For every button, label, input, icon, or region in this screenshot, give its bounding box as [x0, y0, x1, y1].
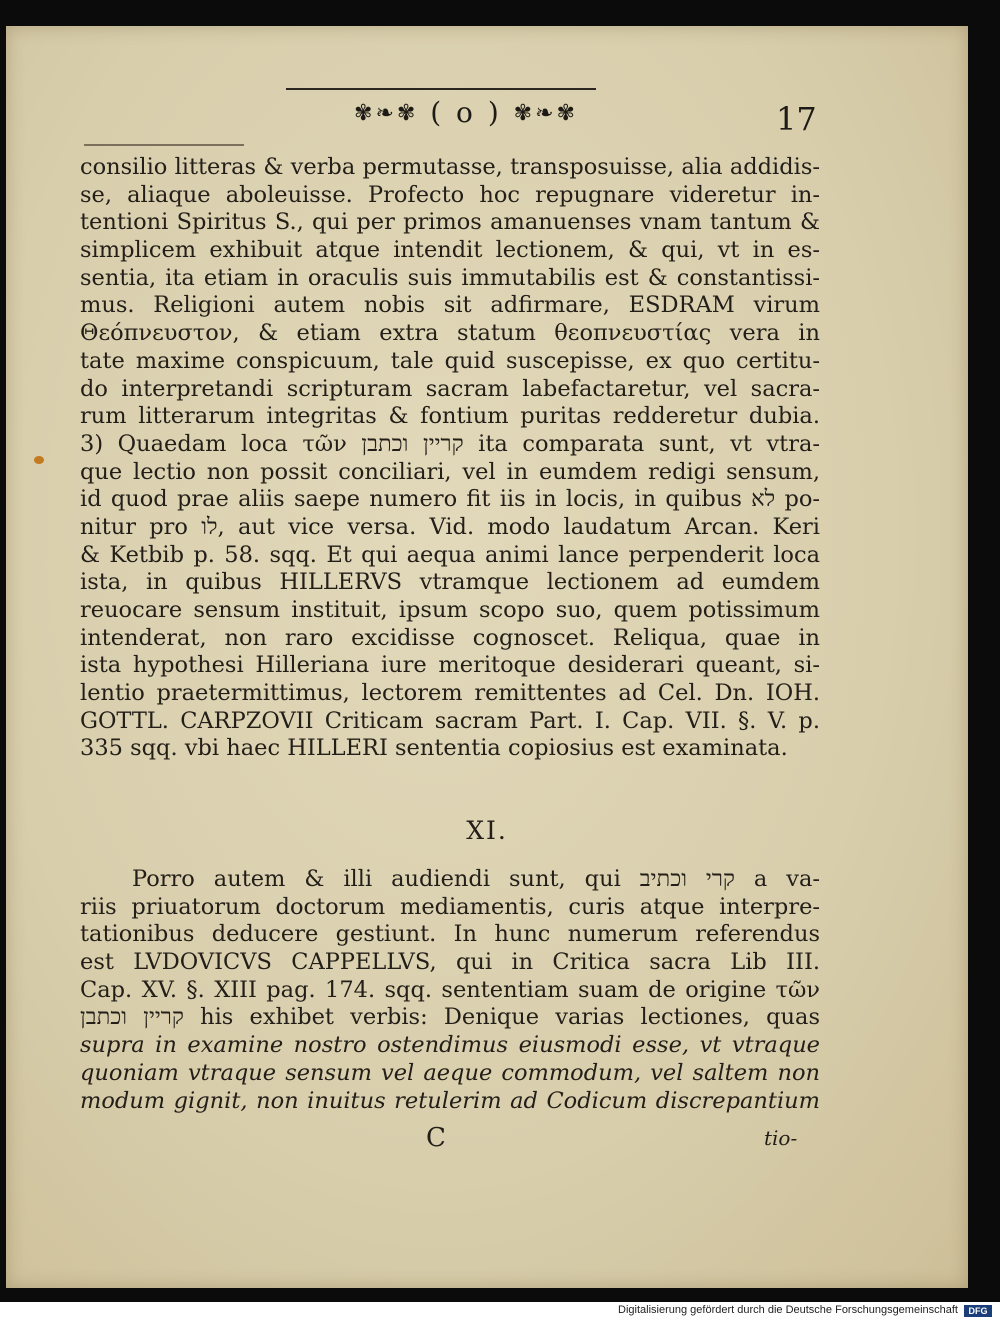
text-line: est LVDOVICVS CAPPELLVS, qui in Critica sacra Lib III.: [80, 949, 820, 976]
text-line: simplicem exhibuit atque intendit lectionem, & qui, vt in es-: [80, 237, 820, 264]
text-line: & Ketbib p. 58. sqq. Et qui aequa animi lance perpenderit loca: [80, 541, 820, 568]
footer-bar: [0, 1303, 1000, 1320]
book-page: [6, 26, 968, 1288]
text-line: supra in examine nostro ostendimus eiusmodi esse, vt vtraque: [80, 1032, 820, 1059]
dfg-logo-icon: DFG: [964, 1305, 992, 1317]
section-heading: XI.: [466, 816, 508, 845]
header-text: ( o ): [430, 96, 502, 129]
text-line: reuocare sensum instituit, ipsum scopo suo, quem potissimum: [80, 597, 820, 623]
text-line: modum gignit, non inuitus retulerim ad Codicum discrepantium: [80, 1087, 820, 1114]
text-line: id quod prae aliis saepe numero fit iis in locis, in quibus לא po-: [80, 486, 820, 513]
text-line: riis priuatorum doctorum mediamentis, curis atque interpre-: [80, 893, 820, 920]
ornament-right-icon: ✾❧✾: [513, 101, 578, 126]
running-header: [6, 78, 968, 138]
text-line: Θεόπνευστον, & etiam extra statum θεοπνευστίας vera in: [80, 320, 820, 347]
text-line: Cap. XV. §. XIII pag. 174. sqq. sententiam suam de origine τῶν: [80, 976, 820, 1003]
text-line: ista, in quibus HILLERVS vtramque lectionem ad eumdem: [80, 569, 820, 596]
text-line: 3) Quaedam loca τῶν קריין וכתבן ita comparata sunt, vt vtra-: [80, 430, 820, 457]
text-line: Porro autem & illi audiendi sunt, qui קרי וכתיב a va-: [132, 866, 820, 892]
text-line: quoniam vtraque sensum vel aeque commodum, vel saltem non: [80, 1059, 820, 1086]
text-line: lentio praetermittimus, lectorem remittentes ad Cel. Dn. IOH.: [80, 680, 820, 707]
text-line: קריין וכתבן his exhibet verbis: Denique varias lectiones, quas: [80, 1004, 820, 1031]
text-line: tationibus deducere gestiunt. In hunc numerum referendus: [80, 921, 820, 948]
header-rule: [286, 88, 596, 90]
ornament-left-icon: ✾❧✾: [354, 101, 419, 126]
text-line: rum litterarum integritas & fontium puritas redderetur dubia.: [80, 403, 820, 430]
text-line: tate maxime conspicuum, tale quid suscepisse, ex quo certitu-: [80, 347, 820, 374]
margin-mark: [34, 456, 44, 464]
text-line: GOTTL. CARPZOVII Criticam sacram Part. I. Cap. VII. §. V. p.: [80, 707, 820, 734]
text-line: intenderat, non raro excidisse cognoscet. Reliqua, quae in: [80, 624, 820, 651]
page-number: 17: [776, 100, 817, 138]
text-line: consilio litteras & verba permutasse, transposuisse, alia addidis-: [80, 154, 820, 180]
header-center: [306, 96, 626, 129]
left-rule: [84, 144, 244, 146]
text-line: nitur pro לו, aut vice versa. Vid. modo laudatum Arcan. Keri: [80, 513, 820, 540]
text-line: tentioni Spiritus S., qui per primos amanuenses vnam tantum &: [80, 209, 820, 236]
body-paragraph-2: [80, 866, 820, 1115]
text-line: mus. Religioni autem nobis sit adfirmare, ESDRAM virum: [80, 292, 820, 319]
body-paragraph-1: [80, 154, 820, 763]
catchword: tio-: [764, 1126, 798, 1150]
text-line: do interpretandi scripturam sacram labefactaretur, vel sacra-: [80, 375, 820, 402]
text-line: se, aliaque aboleuisse. Profecto hoc repugnare videretur in-: [80, 181, 820, 208]
text-line: sentia, ita etiam in oraculis suis immutabilis est & constantissi-: [80, 264, 820, 291]
signature-mark: C: [426, 1123, 446, 1153]
text-line: 335 sqq. vbi haec HILLERI sententia copiosius est examinata.: [80, 735, 788, 762]
footer-credit: Digitalisierung gefördert durch die Deutsche Forschungsgemeinschaft: [618, 1304, 958, 1316]
text-line: ista hypothesi Hilleriana iure meritoque desiderari queant, si-: [80, 652, 820, 679]
text-line: que lectio non possit conciliari, vel in eumdem redigi sensum,: [80, 458, 820, 485]
